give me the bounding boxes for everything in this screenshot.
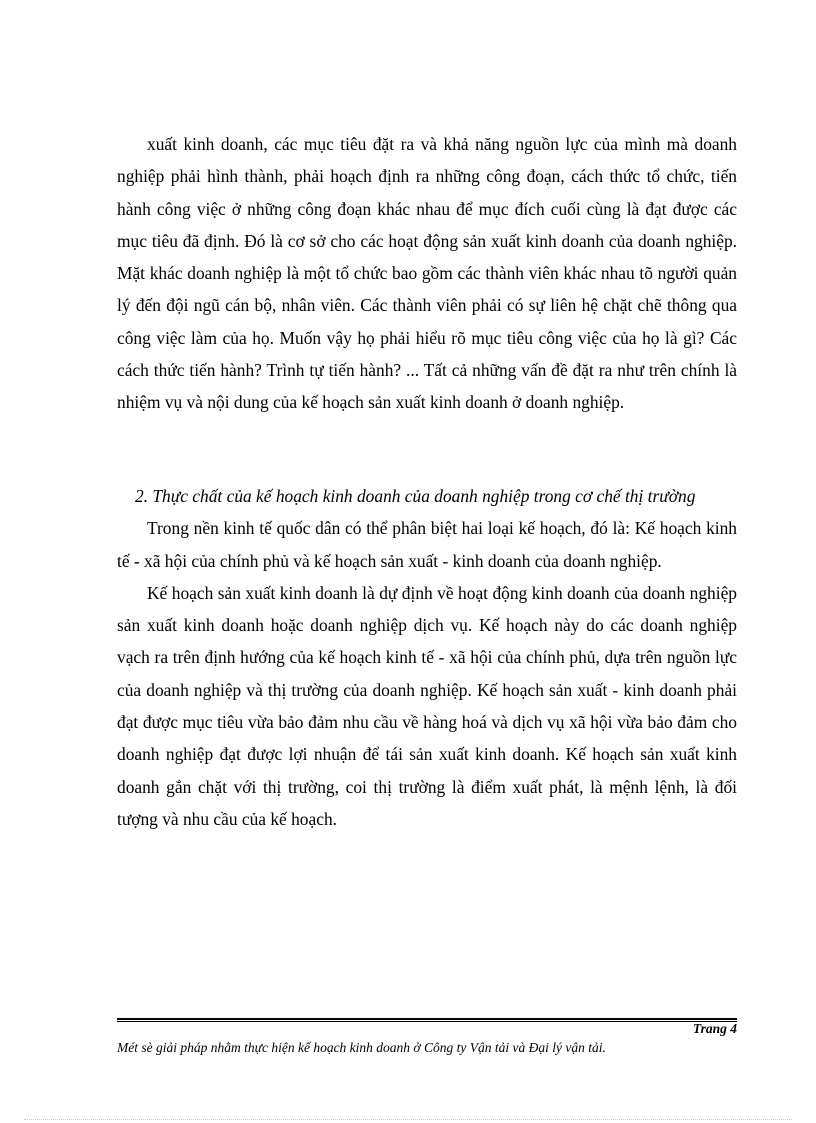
footer-document-title: Mét sè giải pháp nhằm thực hiện kế hoạch kinh doanh ở Công ty Vận tải và Đại lý vận tải. <box>117 1040 606 1055</box>
body-paragraph-2: Kế hoạch sản xuất kinh doanh là dự định về hoạt động kinh doanh của doanh nghiệp sản xuất kinh doanh hoặc doanh nghiệp dịch vụ. Kế hoạch này do các doanh nghiệp vạch ra trên định hướng của kế hoạch kinh tế - xã hội của chính phủ, dựa trên nguồn lực của doanh nghiệp và thị trường của doanh nghiệp. Kế hoạch sản xuất - kinh doanh phải đạt được mục tiêu vừa bảo đảm nhu cầu về hàng hoá và dịch vụ xã hội vừa bảo đảm cho doanh nghiệp đạt được lợi nhuận để tái sản xuất kinh doanh. Kế hoạch sản xuất kinh doanh gắn chặt với thị trường, coi thị trường là điểm xuất phát, là mệnh lệnh, là đối tượng và nhu cầu của kế hoạch. <box>117 582 737 829</box>
body-text-top <box>117 128 737 419</box>
continuation-paragraph: xuất kinh doanh, các mục tiêu đặt ra và khả năng nguồn lực của mình mà doanh nghiệp phải hình thành, phải hoạch định ra những công đoạn, cách thức tổ chức, tiến hành công việc ở những công đoạn khác nhau để mục đích cuối cùng là đạt được các mục tiêu đã định. Đó là cơ sở cho các hoạt động sản xuất kinh doanh của doanh nghiệp. Mặt khác doanh nghiệp là một tổ chức bao gồm các thành viên khác nhau tõ người quản lý đến đội ngũ cán bộ, nhân viên. Các thành viên phải có sự liên hệ chặt chẽ thông qua công việc làm của họ. Muốn vậy họ phải hiểu rõ mục tiêu công việc của họ là gì? Các cách thức tiến hành? Trình tự tiến hành? ... Tất cả những vấn đề đặt ra như trên chính là nhiệm vụ và nội dung của kế hoạch sản xuất kinh doanh ở doanh nghiệp. <box>117 134 737 413</box>
page-bottom-edge <box>24 1119 792 1120</box>
body-paragraph-1: Trong nền kinh tế quốc dân có thể phân biệt hai loại kế hoạch, đó là: Kế hoạch kinh tế - xã hội của chính phủ và kế hoạch sản xuất - kinh doanh của doanh nghiệp. <box>117 518 737 571</box>
section-heading: 2. Thực chất của kế hoạch kinh doanh của doanh nghiệp trong cơ chế thị trường <box>135 486 696 506</box>
body-text-section <box>117 480 737 835</box>
footer-divider <box>117 1018 737 1022</box>
footer-page-number: Trang 4 <box>692 1021 737 1036</box>
